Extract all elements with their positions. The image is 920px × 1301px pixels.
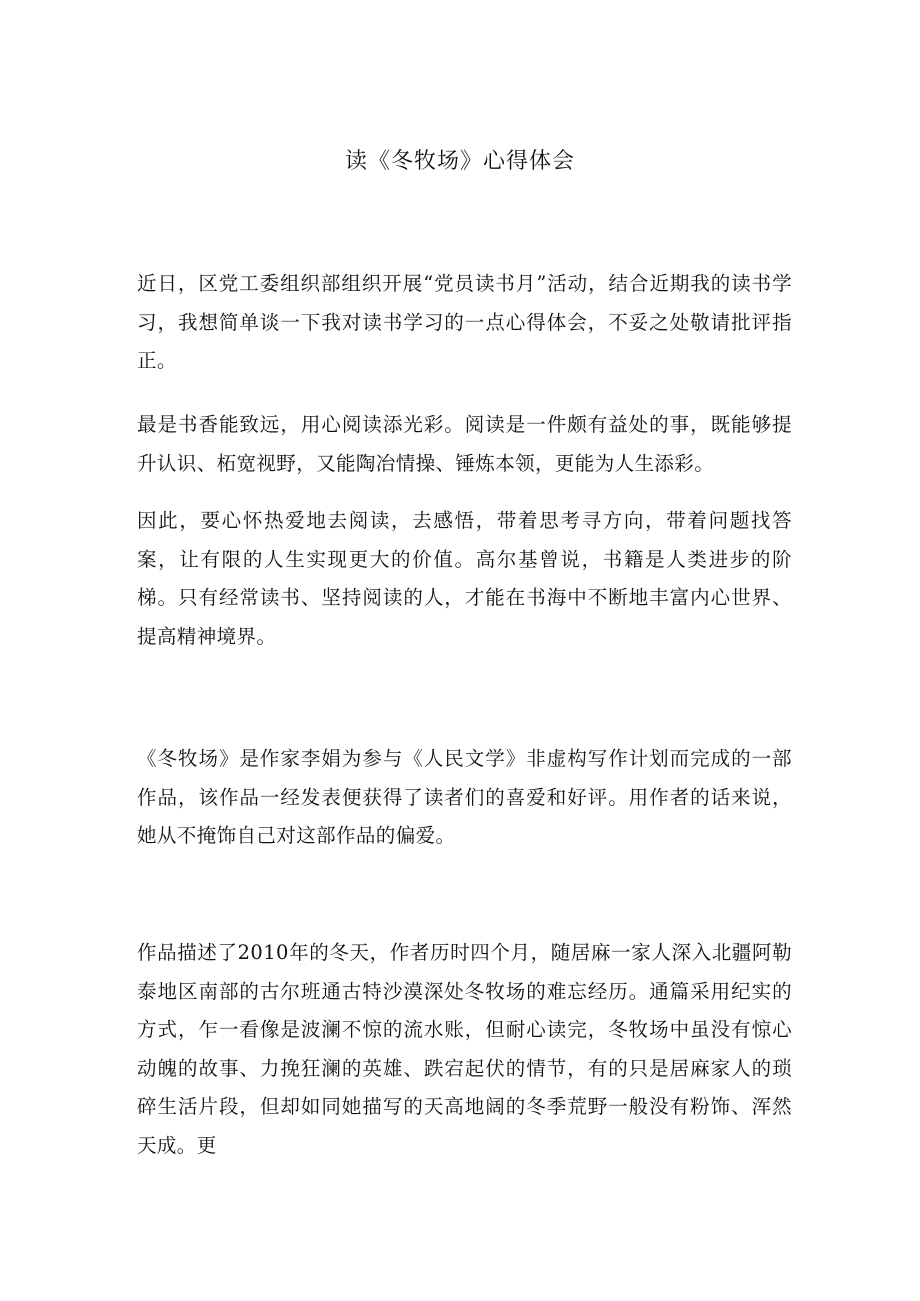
paragraph-book-content: 作品描述了2010年的冬天，作者历时四个月，随居麻一家人深入北疆阿勒泰地区南部的古尔班通古特沙漠深处冬牧场的难忘经历。通篇采用纪实的方式，乍一看像是波澜不惊的流水账，但耐心读完，冬牧场中虽没有惊心动魄的故事、力挽狂澜的英雄、跌宕起伏的情节，有的只是居麻家人的琐碎生活片段，但却如同她描写的天高地阔的冬季荒野一般没有粉饰、浑然天成。更	[137, 941, 792, 1157]
paragraph-reading-attitude: 因此，要心怀热爱地去阅读，去感悟，带着思考寻方向，带着问题找答案，让有限的人生实现更大的价值。高尔基曾说，书籍是人类进步的阶梯。只有经常读书、坚持阅读的人，才能在书海中不断地丰富内心世界、提高精神境界。	[137, 509, 792, 648]
paragraph-book-intro: 《冬牧场》是作家李娟为参与《人民文学》非虚构写作计划而完成的一部作品，该作品一经发表便获得了读者们的喜爱和好评。用作者的话来说，她从不掩饰自己对这部作品的偏爱。	[137, 747, 792, 847]
document-title: 读《冬牧场》心得体会	[344, 149, 575, 174]
paragraph-reading-benefits: 最是书香能致远，用心阅读添光彩。阅读是一件颇有益处的事，既能够提升认识、柘宽视野，又能陶冶情操、锤炼本领，更能为人生添彩。	[137, 413, 792, 475]
paragraph-intro: 近日，区党工委组织部组织开展“党员读书月”活动，结合近期我的读书学习，我想简单谈一下我对读书学习的一点心得体会，不妥之处敬请批评指正。	[137, 272, 792, 372]
